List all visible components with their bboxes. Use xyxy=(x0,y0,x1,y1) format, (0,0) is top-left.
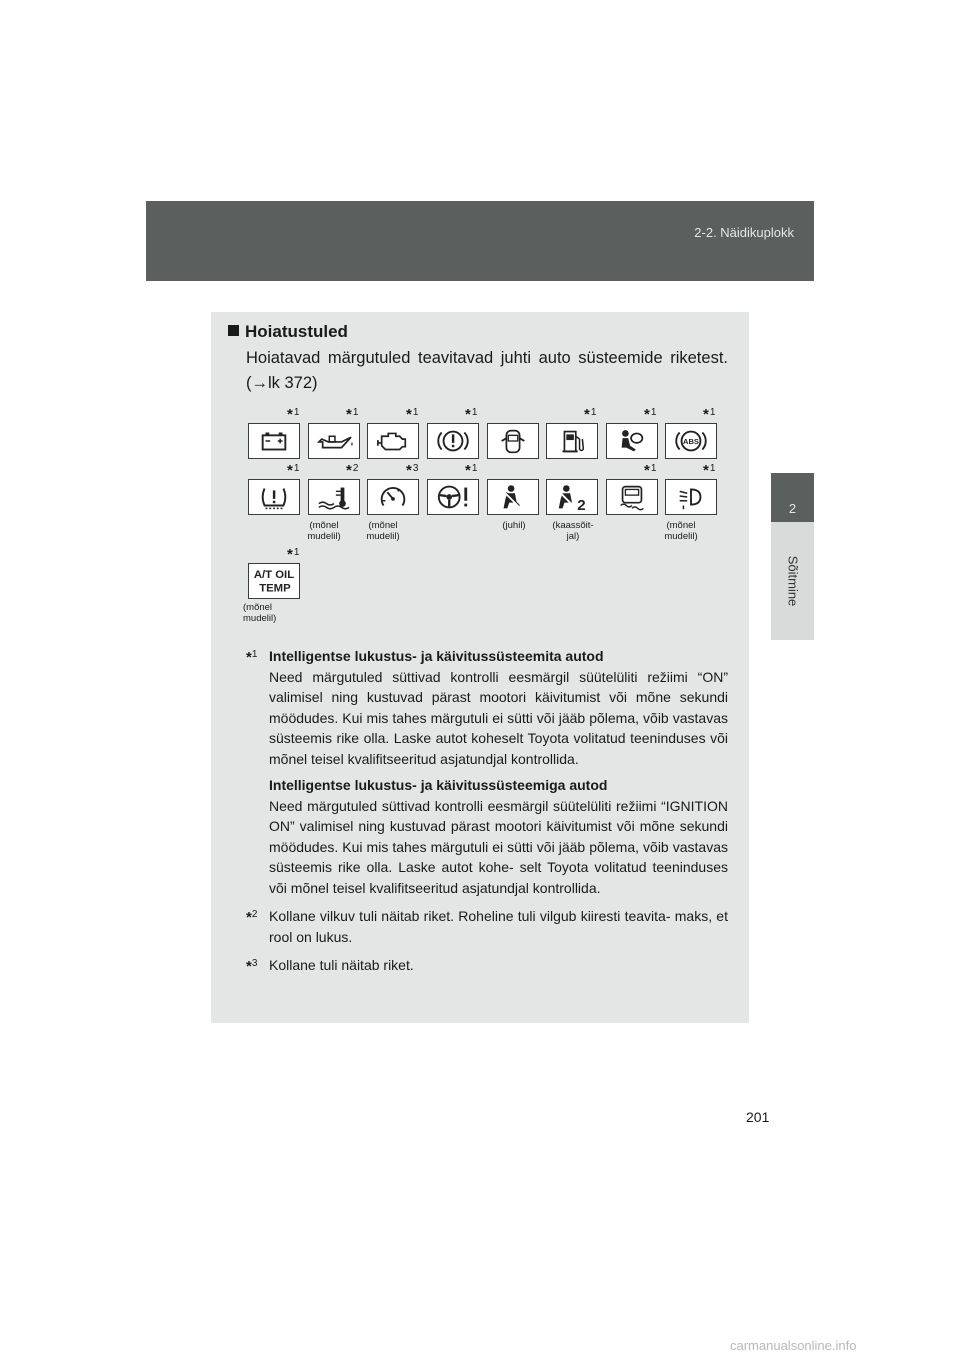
page-number: 201 xyxy=(746,1109,770,1125)
chapter-tab-number: 2 xyxy=(771,473,814,522)
footnote-text: Need märgutuled süttivad kontrolli eesmärgil süütelüliti režiimi “ON” valimisel ning kustuvad pärast mootori käivitumist või mõne sekundi möödudes. Kui mis tahes märgutuli ei sütti või jääb põlema, võib vastavas süsteemis rike olla. Laske autot koheselt Toyota volitatud teeninduses või mõnel teisel kvalifitseeritud asjatundjal kontrollida. xyxy=(269,668,728,767)
seat-belt-reminder-driver-icon xyxy=(487,479,539,515)
star-marker: *$^1$ xyxy=(406,406,419,423)
svg-text:ABS: ABS xyxy=(683,436,699,446)
footnote-title: Intelligentse lukustus- ja käivitussüsteemita autod xyxy=(269,648,604,664)
high-coolant-temp-icon xyxy=(308,479,360,515)
star-marker: *$^1$ xyxy=(287,462,300,479)
footnote-2: *$^2$ Kollane vilkuv tuli näitab riket. Roheline tuli vilgub kiiresti teavita- maks, et rool on lukus. xyxy=(246,906,728,947)
section-title: 2-2. Näidikuplokk xyxy=(694,225,794,240)
brake-system-warning-icon xyxy=(427,423,479,459)
battery-warning-icon xyxy=(248,423,300,459)
icon-caption: (juhil) xyxy=(502,520,526,531)
oil-pressure-warning-icon xyxy=(308,423,360,459)
power-steering-warning-icon xyxy=(427,479,479,515)
svg-text:2: 2 xyxy=(577,497,586,514)
star-marker: *$^1$ xyxy=(465,462,478,479)
watermark: carmanualsonline.info xyxy=(730,1338,857,1353)
star-marker: *$^1$ xyxy=(703,462,716,479)
malfunction-indicator-icon xyxy=(367,423,419,459)
star-marker: *$^1$ xyxy=(644,406,657,423)
star-marker: *$^2$ xyxy=(346,462,359,479)
icon-caption: (mõnel mudelil) xyxy=(307,520,341,542)
slip-indicator-icon xyxy=(606,479,658,515)
svg-text:A/T OIL: A/T OIL xyxy=(253,569,295,582)
footnote-1: *$^1$ Intelligentse lukustus- ja käivitussüsteemita autod Need märgutuled süttivad kontrolli eesmärgil süütelüliti režiimi “ON” valimisel ning kustuvad pärast mootori käivitumist või mõne sekundi möödudes. Kui mis tahes märgutuli ei sütti või jääb põlema, võib vastavas süsteemis rike olla. Laske autot koheselt Toyota volitatud teeninduses või mõnel teisel kvalifitseeritud asjatundjal kontrollida. Intelligentse lukustus- ja käivitussüsteemiga autod Need märgutuled süttivad kontrolli eesmärgil süütelüliti režiimi “IGNITION ON” valimisel ning kustuvad pärast mootori käivitumist või mõne sekundi möödudes. Kui mis tahes märgutuli ei sütti või jääb põlema, võib vastavas süsteemis rike olla. Laske autot kohe- selt Toyota volitatud teeninduses või mõnel teisel kvalifitseeritud asjatundjal kontrollida. xyxy=(246,646,728,898)
star-marker: *$^1$ xyxy=(465,406,478,423)
section-intro: Hoiatavad märgutuled teavitavad juhti auto süsteemide riketest. (→lk 372) xyxy=(246,349,728,392)
star-marker: *$^1$ xyxy=(287,546,300,563)
bullet-square-icon xyxy=(228,325,239,336)
headlight-leveling-icon xyxy=(665,479,717,515)
chapter-tab-label: Sõitmine xyxy=(785,555,800,607)
star-marker: *$^1$ xyxy=(346,406,359,423)
icon-caption: (mõnel mudelil) xyxy=(366,520,400,542)
svg-text:TEMP: TEMP xyxy=(259,582,291,595)
footnote-3: *$^3$ Kollane tuli näitab riket. xyxy=(246,955,728,976)
seat-belt-reminder-passenger-icon xyxy=(546,479,598,515)
icon-caption: (kaassõit- jal) xyxy=(552,520,594,542)
footnotes xyxy=(246,646,728,976)
low-fuel-warning-icon xyxy=(546,423,598,459)
open-door-warning-icon xyxy=(487,423,539,459)
star-marker: *$^3$ xyxy=(406,462,419,479)
abs-warning-icon xyxy=(665,423,717,459)
srs-warning-icon xyxy=(606,423,658,459)
chapter-tab xyxy=(771,522,814,640)
chapter-header xyxy=(146,201,814,281)
footnote-text: Need märgutuled süttivad kontrolli eesmärgil süütelüliti režiimi “IGNITION ON” valimisel ning kustuvad pärast mootori käivitumist või mõne sekundi möödudes. Kui mis tahes märgutuli ei sütti või jääb põlema, võib vastavas süsteemis rike olla. Laske autot kohe- selt Toyota volitatud teeninduses või mõnel teisel kvalifitseeritud asjatundjal kontrollida. xyxy=(269,797,728,896)
star-marker: *$^1$ xyxy=(703,406,716,423)
section-heading: Hoiatustuled xyxy=(228,322,348,342)
star-marker: *$^1$ xyxy=(287,406,300,423)
at-oil-temp-icon xyxy=(248,563,300,599)
icon-caption: (mõnel mudelil) xyxy=(243,602,277,624)
footnote-text: Kollane tuli näitab riket. xyxy=(269,957,414,973)
star-marker: *$^1$ xyxy=(584,406,597,423)
tire-pressure-warning-icon xyxy=(248,479,300,515)
cruise-control-icon xyxy=(367,479,419,515)
footnote-title: Intelligentse lukustus- ja käivitussüsteemiga autod xyxy=(269,777,608,793)
footnote-text: Kollane vilkuv tuli näitab riket. Roheline tuli vilgub kiiresti teavita- maks, et rool on lukus. xyxy=(269,908,728,945)
star-marker: *$^1$ xyxy=(644,462,657,479)
icon-caption: (mõnel mudelil) xyxy=(664,520,698,542)
